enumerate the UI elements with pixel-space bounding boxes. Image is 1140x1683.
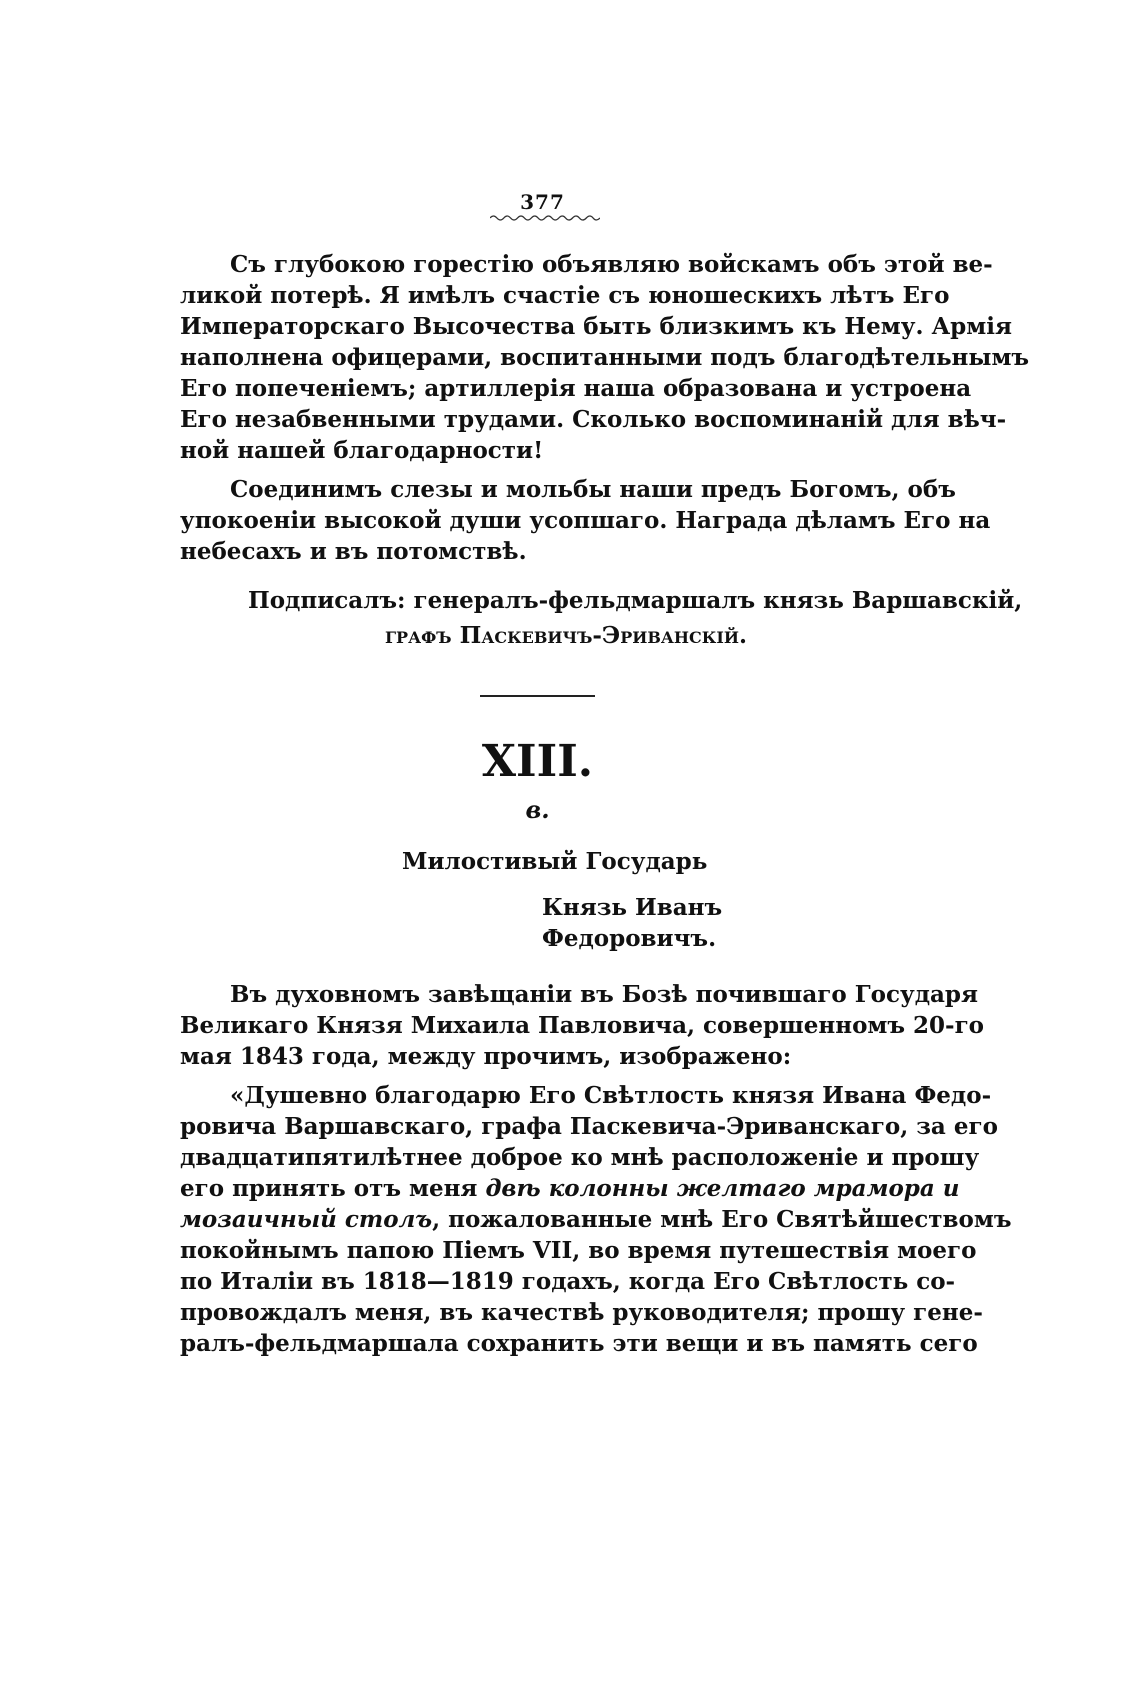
text-line: Императорскаго Высочества быть близкимъ къ Нему. Армія [180, 313, 1012, 340]
text-line: Его попеченіемъ; артиллерія наша образована и устроена [180, 375, 972, 402]
paragraph-2 [180, 474, 991, 567]
text-line: по Италіи въ 1818—1819 годахъ, когда Его Свѣтлость со- [180, 1268, 956, 1295]
text-line: небесахъ и въ потомствѣ. [180, 538, 527, 565]
text-line [180, 1173, 960, 1204]
signature-line-2: графъ Паскевичъ-Эриванскій. [385, 622, 747, 649]
paragraph-4 [180, 1080, 1012, 1359]
text-line: покойнымъ папою Піемъ VII, во время путешествія моего [180, 1237, 977, 1264]
text-line: ликой потерѣ. Я имѣлъ счастіе съ юношескихъ лѣтъ Его [180, 282, 950, 309]
section-letter: в. [525, 795, 550, 824]
text-line: ралъ-фельдмаршала сохранить эти вещи и въ память сего [180, 1330, 978, 1357]
text-line: «Душевно благодарю Его Свѣтлость князя Ивана Федо- [230, 1082, 992, 1109]
text-line: мая 1843 года, между прочимъ, изображено: [180, 1043, 792, 1070]
text-line: Великаго Князя Михаила Павловича, совершенномъ 20-го [180, 1012, 985, 1039]
text-line: упокоеніи высокой души усопшаго. Награда дѣламъ Его на [180, 507, 991, 534]
section-numeral: XIII. [481, 736, 594, 787]
text-line: провождалъ меня, въ качествѣ руководителя; прошу гене- [180, 1299, 983, 1326]
italic-text-run: мозаичный столъ [180, 1206, 433, 1233]
text-run: , пожалованные мнѣ Его Святѣйшествомъ [432, 1206, 1012, 1233]
page-number: 377 [520, 190, 565, 214]
text-line: Соединимъ слезы и мольбы наши предъ Богомъ, объ [230, 476, 956, 503]
salutation-line-1: Милостивый Государь [402, 848, 708, 875]
paragraph-1 [180, 249, 1030, 466]
signature-block [180, 585, 1023, 651]
text-line: наполнена офицерами, воспитанными подъ благодѣтельнымъ [180, 344, 1030, 371]
salutation-line-2: Князь Иванъ Федоровичъ. [542, 894, 723, 952]
text-line [180, 1204, 1012, 1235]
section-divider [480, 695, 595, 697]
text-line: Его незабвенными трудами. Сколько воспоминаній для вѣч- [180, 406, 1007, 433]
wavy-underline [490, 214, 600, 222]
italic-text-run: двѣ колонны желтаго мрамора и [485, 1175, 960, 1202]
text-line: Съ глубокою горестію объявляю войскамъ объ этой ве- [230, 251, 993, 278]
text-line: ровича Варшавскаго, графа Паскевича-Эриванскаго, за его [180, 1113, 998, 1140]
text-line: двадцатипятилѣтнее доброе ко мнѣ расположеніе и прошу [180, 1144, 980, 1171]
text-line: Въ духовномъ завѣщаніи въ Бозѣ почившаго Государя [230, 981, 978, 1008]
text-run: его принять отъ меня [180, 1175, 486, 1202]
signature-line-1: Подписалъ: генералъ-фельдмаршалъ князь Варшавскій, [248, 587, 1023, 614]
paragraph-3 [180, 979, 985, 1072]
text-line: ной нашей благодарности! [180, 437, 544, 464]
page-content [180, 190, 1030, 1359]
